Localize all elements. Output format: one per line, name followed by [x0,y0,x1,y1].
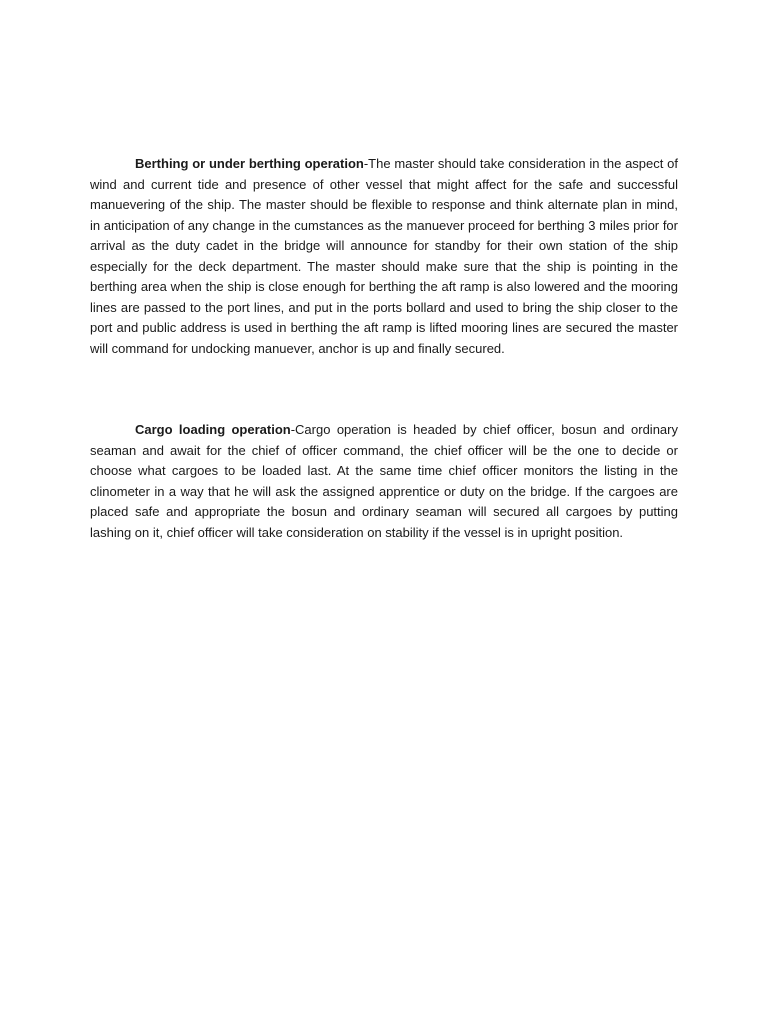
paragraph-body: -Cargo operation is headed by chief officer, bosun and ordinary seaman and await for the chief of officer command, the chief officer will be the one to decide or choose what cargoes to be loaded last. At the same time chief officer monitors the listing in the clinometer in a way that he will ask the assigned apprentice or duty on the bridge. If the cargoes are placed safe and appropriate the bosun and ordinary seaman will secured all cargoes by putting lashing on it, chief officer will take consideration on stability if the vessel is in upright position. [90,422,678,540]
paragraph-berthing [90,154,678,359]
paragraph-text [90,420,678,543]
paragraph-heading: Cargo loading operation [135,422,291,437]
paragraph-cargo-loading [90,420,678,543]
paragraph-body: -The master should take consideration in the aspect of wind and current tide and presence of other vessel that might affect for the safe and successful manuevering of the ship. The master should be flexible to response and think alternate plan in mind, in anticipation of any change in the cumstances as the manuever proceed for berthing 3 miles prior for arrival as the duty cadet in the bridge will announce for standby for their own station of the ship especially for the deck department. The master should make sure that the ship is pointing in the berthing area when the ship is close enough for berthing the aft ramp is also lowered and the mooring lines are passed to the port lines, and put in the ports bollard and used to bring the ship closer to the port and public address is used in berthing the aft ramp is lifted mooring lines are secured the master will command for undocking manuever, anchor is up and finally secured. [90,156,678,356]
paragraph-heading: Berthing or under berthing operation [135,156,364,171]
paragraph-text [90,154,678,359]
